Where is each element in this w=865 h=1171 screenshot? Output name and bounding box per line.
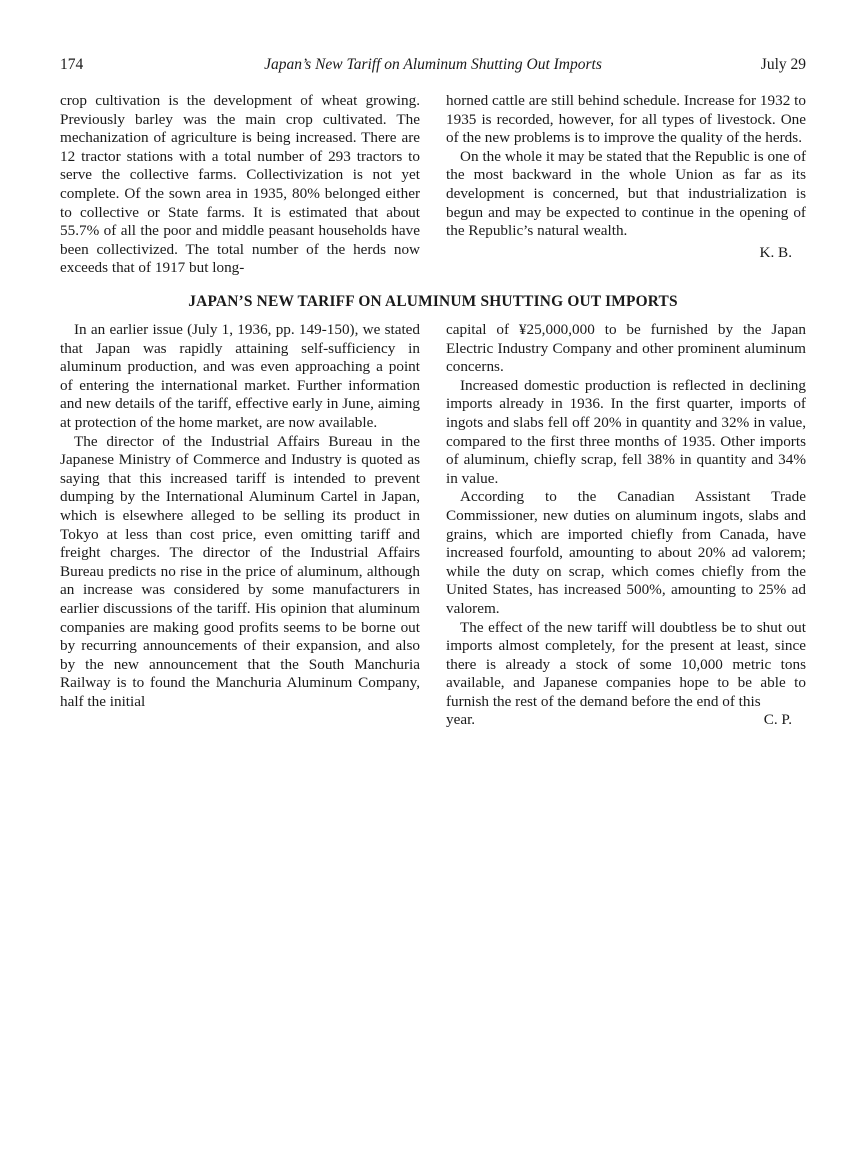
running-title: Japan’s New Tariff on Aluminum Shutting Out Imports [264,56,602,73]
article-left-column [60,321,420,711]
article-right-column [446,321,806,730]
previous-article-paragraph: crop cultivation is the development of wheat growing. Previously barley was the main crop cultivated. The mechanization of agriculture is being increased. There are 12 tractor stations with a total number of 293 tractors to serve the collective farms. Collectivization is not yet complete. Of the sown area in 1935, 80% belonged either to collective or State farms. It is estimated that about 55.7% of all the poor and middle peasant households have been collectivized. The total number of the herds now exceeds that of 1917 but long- [60,92,420,277]
article-paragraph: Increased domestic production is reflected in declining imports already in 1936. In the first quarter, imports of ingots and slabs fell off 20% in quantity and 32% in value, compared to the first three months of 1935. Other imports of aluminum, chiefly scrap, fell 38% in quantity and 34% in value. [446,376,806,487]
previous-article-paragraph: On the whole it may be stated that the Republic is one of the most backward in the whole Union as far as its development is concerned, but that industrialization is begun and may be expected to continue in the opening of the Republic’s natural wealth. [446,147,806,240]
article-paragraph: In an earlier issue (July 1, 1936, pp. 149-150), we stated that Japan was rapidly attaining self-sufficiency in aluminum production, and was even approaching a point of entering the international market. Further information and new details of the tariff, effective early in June, aiming at protection of the home market, are now available. [60,321,420,431]
page-number: 174 [60,56,84,73]
article-title: JAPAN’S NEW TARIFF ON ALUMINUM SHUTTING OUT IMPORTS [188,293,678,310]
article-paragraph: According to the Canadian Assistant Trade Commissioner, new duties on aluminum ingots, slabs and grains, which are imported chiefly from Canada, have increased fourfold, amounting to about 20% ad valorem; while the duty on scrap, which comes chiefly from the United States, has increased 500%, amounting to 25% ad valorem. [446,488,806,617]
previous-article-right-column [446,92,806,262]
article-closing-line [446,711,806,730]
article-paragraph: The director of the Industrial Affairs Bureau in the Japanese Ministry of Commerce and Industry is quoted as saying that this increased tariff is intended to prevent dumping by the International Aluminum Cartel in Japan, which is elsewhere alleged to be selling its product in Tokyo at less than cost price, even omitting tariff and freight charges. The director of the Industrial Affairs Bureau predicts no rise in the price of aluminum, although an increase was considered by some manufacturers in earlier discussions of the tariff. His opinion that aluminum companies are making good profits seems to be borne out by recurring announcements of their expansion, and also by the new announcement that the South Manchuria Railway is to found the Manchuria Aluminum Company, half the initial [60,432,420,710]
article-signature: C. P. [763,711,792,729]
previous-article-signature: K. B. [759,243,792,261]
article-paragraph: The effect of the new tariff will doubtless be to shut out imports almost completely, for the present at least, since there is already a stock of some 10,000 metric tons available, and Japanese companies hope to be able to furnish the rest of the demand before the end of this [446,618,806,710]
article-paragraph: capital of ¥25,000,000 to be furnished by the Japan Electric Industry Company and other prominent aluminum concerns. [446,321,806,376]
article-last-word: year. [446,711,476,729]
previous-article-paragraph: horned cattle are still behind schedule. Increase for 1932 to 1935 is recorded, however, for all types of livestock. One of the new problems is to improve the quality of the herds. [446,92,806,147]
issue-date: July 29 [760,56,806,73]
running-head [60,56,806,78]
previous-article-left-column [60,92,420,278]
